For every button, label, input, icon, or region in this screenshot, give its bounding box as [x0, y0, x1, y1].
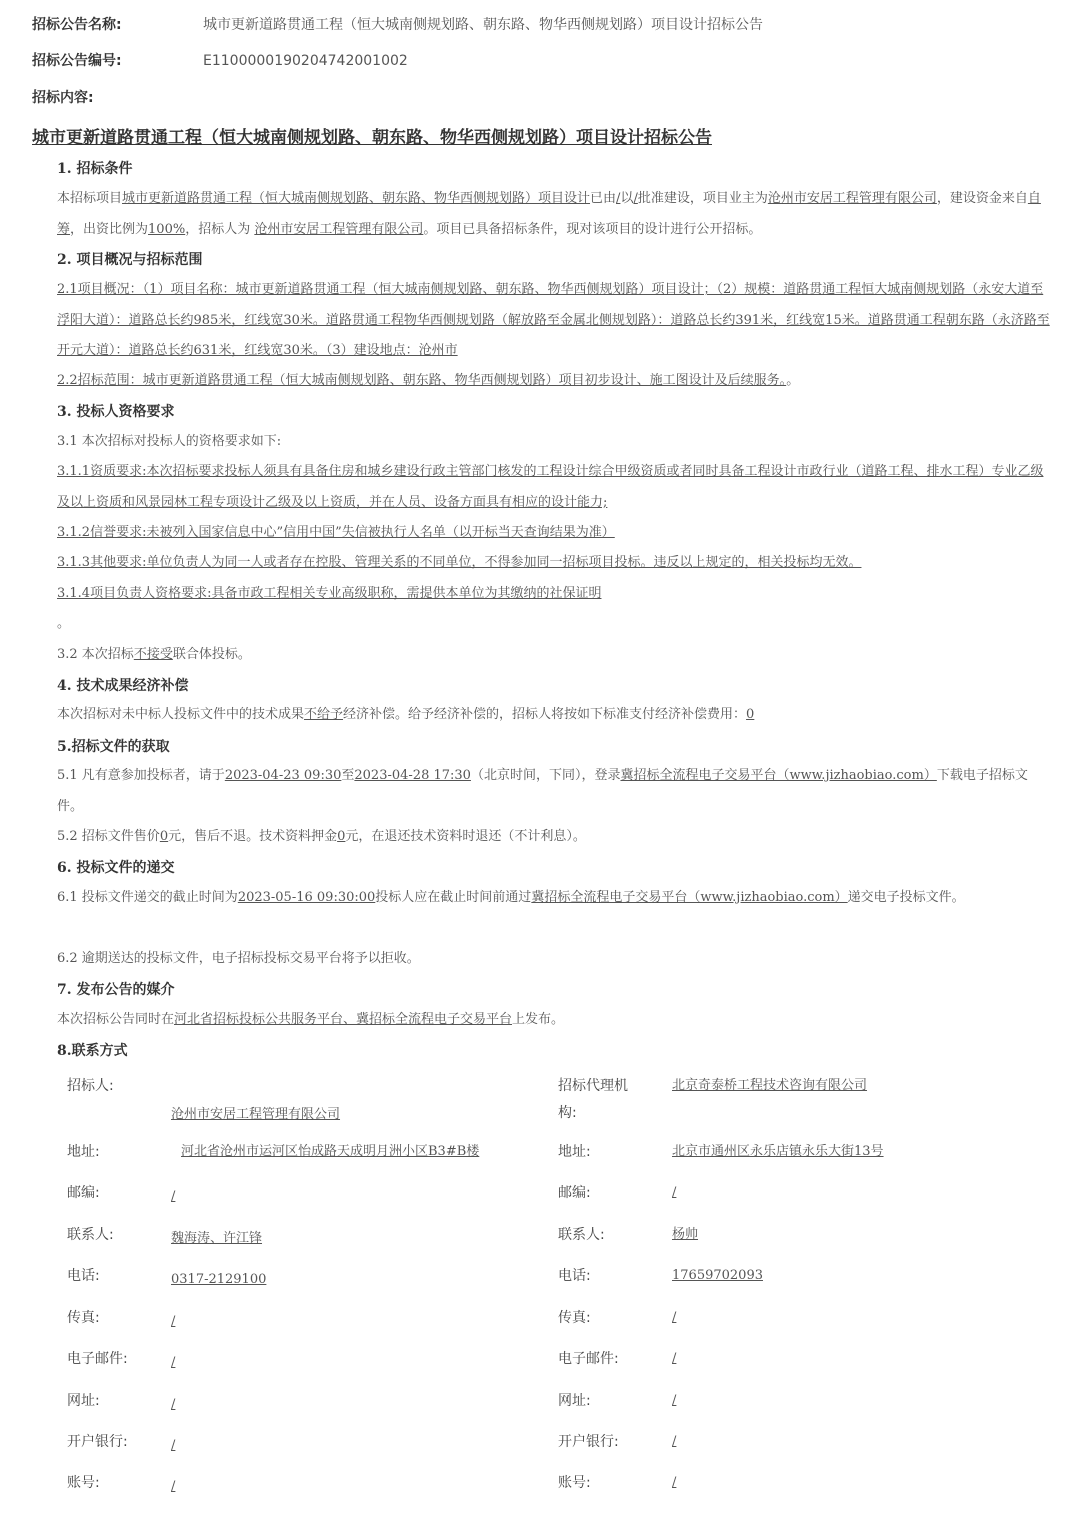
- agency-fax-value: /: [672, 1310, 677, 1325]
- credit-text: 3.1.2信誉要求:未被列入国家信息中心”信用中国”失信被执行人名单（以开标当天查询结果为准）: [57, 525, 615, 540]
- text: 经济补偿。给予经济补偿的，招标人将按如下标准支付经济补偿费用：: [343, 707, 747, 722]
- agency-phone-value: 17659702093: [672, 1268, 763, 1283]
- platform-link[interactable]: 冀招标全流程电子交易平台（www.jizhaobiao.com）: [620, 768, 937, 783]
- text: 本招标项目: [57, 191, 123, 206]
- section-1-heading: 1. 招标条件: [57, 161, 133, 177]
- text: 。项目已具备招标条件，现对该项目的设计进行公开招标。: [423, 221, 762, 237]
- text: 。: [786, 373, 800, 388]
- consortium-rule: [57, 640, 1052, 671]
- tenderer-address-label: 地址:: [67, 1144, 100, 1160]
- text: 元，在退还技术资料时退还（不计利息）。: [345, 829, 586, 844]
- deadline-value: 2023-05-16 09:30:00: [237, 890, 376, 905]
- compensation-text: [57, 700, 1052, 731]
- document-price: [57, 822, 1052, 853]
- deposit-value: 0: [337, 829, 346, 844]
- text: 3.2 本次招标: [57, 647, 134, 662]
- tenderer-contact-label: 联系人:: [67, 1227, 114, 1243]
- fund-ratio: 100%: [148, 221, 186, 237]
- text: 6.1 投标文件递交的截止时间为: [57, 890, 238, 905]
- text: （北京时间，下同），登录: [470, 768, 621, 783]
- section-6-heading: 6. 投标文件的递交: [57, 860, 175, 876]
- approval-number: /: [633, 191, 638, 206]
- text: ，招标人为: [185, 221, 255, 237]
- notice-code-label: 招标公告编号:: [32, 53, 122, 69]
- notice-name-value: 城市更新道路贯通工程（恒大城南侧规划路、朝东路、物华西侧规划路）项目设计招标公告: [203, 17, 763, 33]
- agency-contact-value: 杨帅: [672, 1227, 699, 1242]
- tenderer-bank-label: 开户银行:: [67, 1434, 128, 1450]
- agency-fax-label: 传真:: [558, 1310, 591, 1326]
- project-overview: 2.1项目概况：（1）项目名称：城市更新道路贯通工程（恒大城南侧规划路、朝东路、物华西侧规划路）项目设计；（2）规模：道路贯通工程恒大城南侧规划路（永安大道至浮阳大道）：道路总长约985米，红线宽30米。道路贯通工程物华西侧规划路（解放路至金属北侧规划路）：道路总长约391米，红线宽15米。道路贯通工程朝东路（永济路至开元大道）：道路总长约631米，红线宽30米。（3）建设地点：沧州市: [57, 282, 1050, 358]
- manager-text: 3.1.4项目负责人资格要求:具备市政工程相关专业高级职称，需提供本单位为其缴纳的社保证明: [57, 586, 602, 601]
- agency-bank-value: /: [672, 1434, 677, 1449]
- text: 上发布。: [512, 1012, 565, 1027]
- text: 本次招标公告同时在: [57, 1012, 175, 1027]
- qualification-text: 3.1.1资质要求:本次招标要求投标人须具有具备住房和城乡建设行政主管部门核发的工程设计综合甲级资质或者同时具备工程设计市政行业（道路工程、排水工程）专业乙级及以上资质和风景园林工程专项设计乙级及以上资质，并在人员、设备方面具有相应的设计能力;: [57, 464, 1044, 510]
- text: ，建设资金来自: [936, 191, 1028, 206]
- other-text: 3.1.3其他要求:单位负责人为同一人或者存在控股、管理关系的不同单位，不得参加同一招标项目投标。违反以上规定的，相关投标均无效。: [57, 555, 862, 570]
- section-2-heading: 2. 项目概况与招标范围: [57, 252, 203, 268]
- tenderer-account-value: /: [171, 1479, 176, 1494]
- text: 以: [620, 191, 634, 206]
- section-1-body: [57, 184, 1052, 245]
- agency-website-value: /: [672, 1393, 677, 1408]
- tenderer-zip-label: 邮编:: [67, 1185, 100, 1201]
- acquire-end-time: 2023-04-28 17:30: [354, 768, 471, 783]
- text: 已由: [590, 191, 617, 206]
- project-owner: 沧州市安居工程管理有限公司: [767, 191, 937, 206]
- consortium-status: 不接受: [133, 647, 173, 662]
- agency-address-label: 地址:: [558, 1144, 591, 1160]
- section-2-overview: [57, 275, 1052, 367]
- section-7-heading: 7. 发布公告的媒介: [57, 982, 175, 998]
- text: 至: [341, 768, 355, 783]
- tenderer-address-value: 河北省沧州市运河区怡成路天成明月洲小区B3#B楼: [181, 1144, 480, 1159]
- text: 5.2 招标文件售价: [57, 829, 160, 844]
- qualification-intro: 3.1 本次招标对投标人的资格要求如下:: [57, 434, 282, 449]
- compensation-fee: 0: [746, 707, 755, 722]
- section-4-heading: 4. 技术成果经济补偿: [57, 678, 189, 694]
- tenderer-label: 招标人:: [67, 1078, 114, 1094]
- text: ，出资比例为: [70, 221, 149, 237]
- agency-label-line2: 构:: [558, 1105, 577, 1121]
- section-2-scope: [57, 366, 1052, 397]
- tenderer-account-label: 账号:: [67, 1475, 100, 1491]
- platform-link[interactable]: 冀招标全流程电子交易平台（www.jizhaobiao.com）: [531, 890, 848, 905]
- project-name: 城市更新道路贯通工程（恒大城南侧规划路、朝东路、物华西侧规划路）项目设计: [122, 191, 591, 206]
- text: 递交电子投标文件。: [847, 890, 965, 905]
- tenderer-fax-label: 传真:: [67, 1310, 100, 1326]
- document-acquisition: [57, 761, 1052, 822]
- agency-zip-label: 邮编:: [558, 1185, 591, 1201]
- text: 元，售后不退。技术资料押金: [168, 829, 338, 844]
- approval-authority: /: [616, 191, 621, 206]
- agency-bank-label: 开户银行:: [558, 1434, 619, 1450]
- qualification-requirement: [57, 457, 1052, 518]
- text: 联合体投标。: [172, 647, 251, 662]
- section-5-heading: 5.招标文件的获取: [57, 739, 170, 755]
- agency-account-label: 账号:: [558, 1475, 591, 1491]
- text: 5.1 凡有意参加投标者，请于: [57, 768, 225, 783]
- text: 本次招标对未中标人投标文件中的技术成果: [57, 707, 305, 722]
- tenderer-contact-value: 魏海涛、许江锋: [171, 1231, 263, 1246]
- tender-scope: 2.2招标范围：城市更新道路贯通工程（恒大城南侧规划路、朝东路、物华西侧规划路）项目初步设计、施工图设计及后续服务。: [57, 373, 787, 388]
- submission-deadline: [57, 883, 1052, 914]
- credit-requirement: [57, 518, 1052, 549]
- tenderer-fax-value: /: [171, 1314, 176, 1329]
- compensation-status: 不给予: [304, 707, 344, 722]
- tenderer-phone-label: 电话:: [67, 1268, 100, 1284]
- tenderer-website-value: /: [171, 1397, 176, 1412]
- tenderer-value: 沧州市安居工程管理有限公司: [171, 1107, 341, 1122]
- fund-source: 自筹: [57, 191, 1041, 237]
- notice-name-label: 招标公告名称:: [32, 17, 122, 33]
- agency-label-line1: 招标代理机: [558, 1078, 628, 1094]
- agency-phone-label: 电话:: [558, 1268, 591, 1284]
- notice-content-label: 招标内容:: [32, 90, 94, 106]
- price-value: 0: [159, 829, 169, 844]
- tenderer-name: 沧州市安居工程管理有限公司: [254, 221, 424, 237]
- agency-zip-value: /: [672, 1185, 677, 1200]
- text: 下载电子招标文件。: [57, 768, 1028, 814]
- manager-requirement: [57, 579, 1052, 610]
- tenderer-email-value: /: [171, 1355, 176, 1370]
- section-3-heading: 3. 投标人资格要求: [57, 404, 175, 420]
- acquire-start-time: 2023-04-23 09:30: [224, 768, 342, 783]
- media-list: 河北省招标投标公共服务平台、冀招标全流程电子交易平台: [174, 1012, 513, 1027]
- tenderer-bank-value: /: [171, 1438, 176, 1453]
- agency-account-value: /: [672, 1475, 677, 1490]
- text: 投标人应在截止时间前通过: [375, 890, 532, 905]
- manager-tail: 。: [57, 616, 71, 631]
- agency-website-label: 网址:: [558, 1393, 591, 1409]
- text: 批准建设，项目业主为: [637, 191, 768, 206]
- agency-value: 北京奇泰桥工程技术咨询有限公司: [672, 1078, 868, 1093]
- section-8-heading: 8.联系方式: [57, 1043, 128, 1059]
- tenderer-website-label: 网址:: [67, 1393, 100, 1409]
- late-submission: 6.2 逾期送达的投标文件，电子招标投标交易平台将予以拒收。: [57, 951, 420, 966]
- document-title: 城市更新道路贯通工程（恒大城南侧规划路、朝东路、物华西侧规划路）项目设计招标公告: [32, 128, 712, 148]
- publish-media: [57, 1005, 1052, 1036]
- notice-code-value: E1100000190204742001002: [203, 53, 408, 69]
- agency-email-label: 电子邮件:: [558, 1351, 619, 1367]
- tenderer-email-label: 电子邮件:: [67, 1351, 128, 1367]
- agency-contact-label: 联系人:: [558, 1227, 605, 1243]
- agency-address-value: 北京市通州区永乐店镇永乐大街13号: [672, 1144, 884, 1159]
- agency-email-value: /: [672, 1351, 677, 1366]
- tenderer-phone-value: 0317-2129100: [171, 1272, 267, 1287]
- other-requirement: [57, 548, 1052, 579]
- tenderer-zip-value: /: [171, 1189, 176, 1204]
